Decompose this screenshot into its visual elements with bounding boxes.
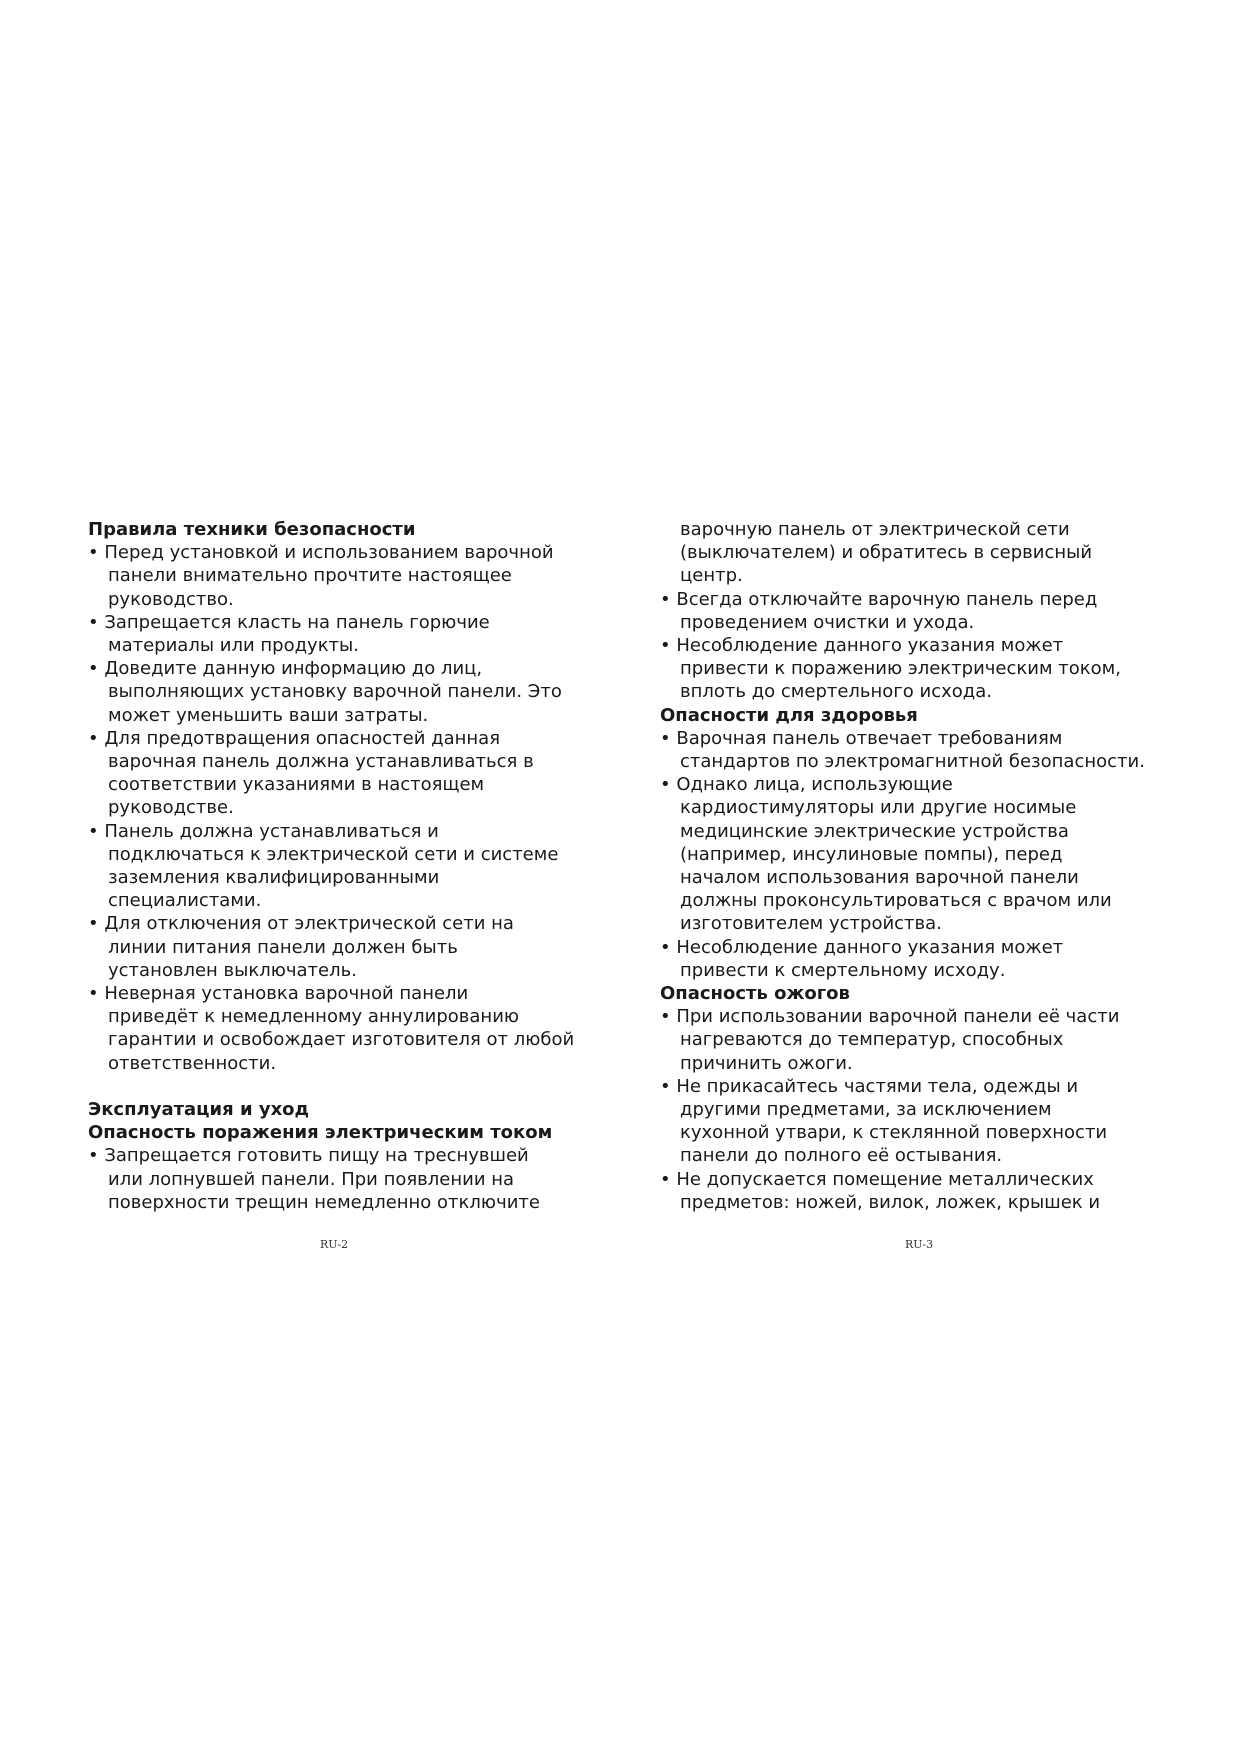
- list-item-line: материалы или продукты.: [108, 635, 359, 657]
- list-item-line: руководство.: [108, 588, 234, 610]
- list-item: [660, 727, 1180, 773]
- list-item-line: кардиостимуляторы или другие носимые: [680, 797, 1077, 819]
- list-item-line: панели до полного её остывания.: [680, 1145, 1003, 1167]
- list-item: [660, 634, 1180, 704]
- right-page: [660, 518, 1180, 1214]
- list-item-line: или лопнувшей панели. При появлении на: [108, 1168, 515, 1190]
- list-item-line: • Несоблюдение данного указания может: [660, 936, 1180, 959]
- operation-care-heading: Эксплуатация и уход: [88, 1099, 310, 1121]
- list-item-line: ответственности.: [108, 1052, 277, 1074]
- section-spacer: [88, 1075, 608, 1098]
- list-item-line: панели внимательно прочтите настоящее: [108, 565, 512, 587]
- burn-hazard-heading: Опасность ожогов: [660, 983, 850, 1005]
- list-item-line: началом использования варочной панели: [680, 867, 1079, 889]
- list-item-line: установлен выключатель.: [108, 959, 357, 981]
- list-item-line: подключаться к электрической сети и системе: [108, 843, 559, 865]
- list-item-line: проведением очистки и ухода.: [680, 611, 975, 633]
- list-item-line: центр.: [680, 565, 743, 587]
- list-item: [88, 611, 608, 657]
- list-item-line: • Для отключения от электрической сети на: [88, 912, 608, 935]
- list-item-line: руководстве.: [108, 797, 234, 819]
- list-item: [88, 727, 608, 820]
- list-item-line: специалистами.: [108, 890, 262, 912]
- page-number-left: RU-2: [320, 1238, 349, 1251]
- list-item-line: • Запрещается готовить пищу на треснувшей: [88, 1144, 608, 1167]
- list-item-line: поверхности трещин немедленно отключите: [108, 1191, 540, 1213]
- list-item-line: вплоть до смертельного исхода.: [680, 681, 992, 703]
- list-item: [660, 936, 1180, 982]
- list-item: [88, 657, 608, 727]
- list-item-line: заземления квалифицированными: [108, 867, 440, 889]
- list-item: [660, 1005, 1180, 1075]
- list-item-line: • Для предотвращения опасностей данная: [88, 727, 608, 750]
- health-hazards-heading: Опасности для здоровья: [660, 704, 918, 726]
- electric-shock-heading: Опасность поражения электрическим током: [88, 1122, 553, 1144]
- list-item-line: варочную панель от электрической сети: [680, 519, 1070, 540]
- list-item: [660, 1075, 1180, 1168]
- page-number-right: RU-3: [905, 1238, 934, 1251]
- list-item-line: нагреваются до температур, способных: [680, 1029, 1064, 1051]
- list-item-line: изготовителем устройства.: [680, 913, 942, 935]
- list-item-line: линии питания панели должен быть: [108, 936, 458, 958]
- list-item-line: • Не прикасайтесь частями тела, одежды и: [660, 1075, 1180, 1098]
- list-item-line: варочная панель должна устанавливаться в: [108, 751, 534, 773]
- list-item-line: • При использовании варочной панели её части: [660, 1005, 1180, 1028]
- list-item-line: другими предметами, за исключением: [680, 1099, 1052, 1121]
- list-item-line: причинить ожоги.: [680, 1052, 853, 1074]
- list-item-line: выполняющих установку варочной панели. Это: [108, 681, 562, 703]
- list-item-line: • Всегда отключайте варочную панель перед: [660, 588, 1180, 611]
- list-item-line: (выключателем) и обратитесь в сервисный: [680, 542, 1093, 564]
- list-item-line: • Не допускается помещение металлических: [660, 1168, 1180, 1191]
- list-item: [88, 982, 608, 1075]
- list-item-line: привести к поражению электрическим током,: [680, 658, 1121, 680]
- left-page: [88, 518, 608, 1214]
- list-item-line: приведёт к немедленному аннулированию: [108, 1006, 520, 1028]
- continued-list-item: [660, 518, 1180, 588]
- list-item-line: привести к смертельному исходу.: [680, 959, 1006, 981]
- list-item-line: • Перед установкой и использованием варочной: [88, 541, 608, 564]
- list-item: [660, 1168, 1180, 1214]
- list-item-line: стандартов по электромагнитной безопасности.: [680, 751, 1145, 773]
- list-item-line: может уменьшить ваши затраты.: [108, 704, 429, 726]
- list-item-line: • Неверная установка варочной панели: [88, 982, 608, 1005]
- list-item-line: гарантии и освобождает изготовителя от любой: [108, 1029, 575, 1051]
- list-item-line: • Панель должна устанавливаться и: [88, 820, 608, 843]
- list-item: [660, 773, 1180, 935]
- list-item: [88, 541, 608, 611]
- list-item-line: медицинские электрические устройства: [680, 820, 1069, 842]
- list-item-line: (например, инсулиновые помпы), перед: [680, 843, 1063, 865]
- list-item-line: соответствии указаниями в настоящем: [108, 774, 485, 796]
- list-item-line: • Запрещается класть на панель горючие: [88, 611, 608, 634]
- list-item-line: • Однако лица, использующие: [660, 773, 1180, 796]
- list-item: [88, 1144, 608, 1214]
- list-item-line: • Варочная панель отвечает требованиям: [660, 727, 1180, 750]
- safety-rules-list: [88, 541, 608, 1075]
- list-item: [660, 588, 1180, 634]
- safety-rules-heading: Правила техники безопасности: [88, 519, 416, 540]
- list-item-line: предметов: ножей, вилок, ложек, крышек и: [680, 1191, 1101, 1213]
- list-item-line: должны проконсультироваться с врачом или: [680, 890, 1112, 912]
- list-item-line: кухонной утвари, к стеклянной поверхности: [680, 1122, 1108, 1144]
- list-item: [88, 820, 608, 913]
- list-item-line: • Доведите данную информацию до лиц,: [88, 657, 608, 680]
- list-item-line: • Несоблюдение данного указания может: [660, 634, 1180, 657]
- list-item: [88, 912, 608, 982]
